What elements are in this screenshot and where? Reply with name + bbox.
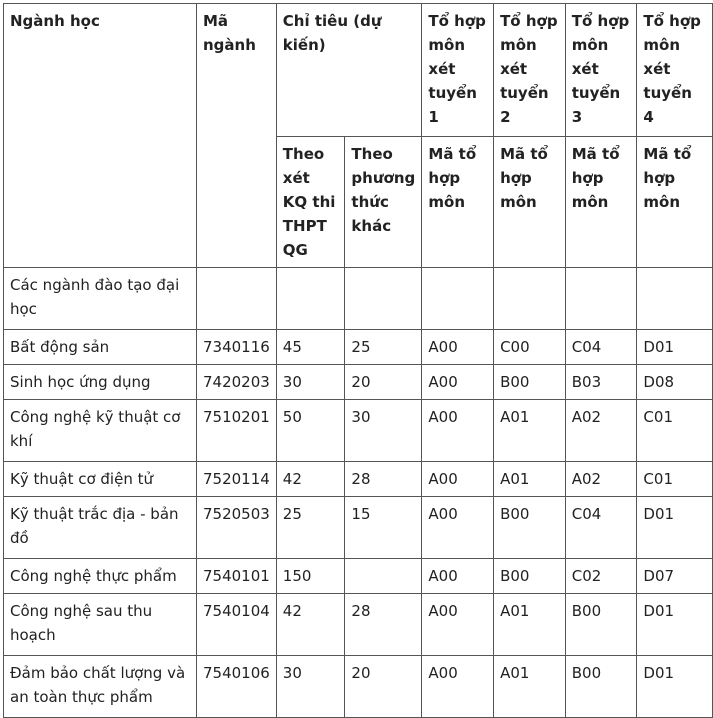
table-row (4, 656, 713, 718)
cell-t1: A00 (422, 400, 494, 462)
table-row (4, 330, 713, 365)
cell-ma: 7540104 (196, 594, 276, 656)
cell-nganh: Công nghệ sau thu hoạch (4, 594, 197, 656)
header-ma-to-hop-3: Mã tổ hợp môn (565, 137, 637, 268)
cell-t3: B00 (565, 594, 637, 656)
cell-t3: B00 (565, 656, 637, 718)
cell-khac: 20 (345, 656, 422, 718)
cell-t2: B00 (494, 497, 566, 559)
cell-khac (345, 559, 422, 594)
cell-t4: C01 (637, 400, 713, 462)
table-row (4, 400, 713, 462)
cell-t1: A00 (422, 462, 494, 497)
cell-kq: 42 (276, 594, 345, 656)
cell-t4: D08 (637, 365, 713, 400)
cell-kq: 50 (276, 400, 345, 462)
cell-kq: 150 (276, 559, 345, 594)
section-row (4, 268, 713, 330)
header-chi-tieu: Chỉ tiêu (dự kiến) (276, 4, 422, 137)
cell-t2: A01 (494, 594, 566, 656)
cell-ma: 7520503 (196, 497, 276, 559)
cell-t3: C04 (565, 330, 637, 365)
section-label: Các ngành đào tạo đại học (4, 268, 197, 330)
cell-ma: 7510201 (196, 400, 276, 462)
header-ma-nganh: Mã ngành (196, 4, 276, 268)
header-theo-kq: Theo xét KQ thi THPT QG (276, 137, 345, 268)
cell-ma: 7520114 (196, 462, 276, 497)
cell-khac: 15 (345, 497, 422, 559)
cell-ma: 7540106 (196, 656, 276, 718)
cell-kq: 45 (276, 330, 345, 365)
cell-khac: 20 (345, 365, 422, 400)
table-row (4, 462, 713, 497)
cell-t1: A00 (422, 365, 494, 400)
cell-t4: D01 (637, 330, 713, 365)
header-theo-pt: Theo phương thức khác (345, 137, 422, 268)
cell-t1: A00 (422, 594, 494, 656)
cell-t2: A01 (494, 656, 566, 718)
cell-t3: A02 (565, 462, 637, 497)
cell-t2: C00 (494, 330, 566, 365)
cell-khac: 28 (345, 594, 422, 656)
header-to-hop-3: Tổ hợp môn xét tuyển 3 (565, 4, 637, 137)
cell-t4: D01 (637, 594, 713, 656)
cell-khac: 25 (345, 330, 422, 365)
table-row (4, 365, 713, 400)
cell-ma: 7340116 (196, 330, 276, 365)
header-row-1 (4, 4, 713, 137)
cell-t2: B00 (494, 365, 566, 400)
cell-t1: A00 (422, 656, 494, 718)
table-row (4, 559, 713, 594)
cell-khac: 30 (345, 400, 422, 462)
header-to-hop-4: Tổ hợp môn xét tuyển 4 (637, 4, 713, 137)
cell-khac: 28 (345, 462, 422, 497)
cell-nganh: Kỹ thuật cơ điện tử (4, 462, 197, 497)
cell-t3: C02 (565, 559, 637, 594)
cell-t3: A02 (565, 400, 637, 462)
cell-t1: A00 (422, 559, 494, 594)
cell-nganh: Bất động sản (4, 330, 197, 365)
cell-t4: C01 (637, 462, 713, 497)
cell-t2: A01 (494, 400, 566, 462)
admissions-table (3, 3, 713, 718)
header-nganh-hoc: Ngành học (4, 4, 197, 268)
header-to-hop-2: Tổ hợp môn xét tuyển 2 (494, 4, 566, 137)
cell-t4: D07 (637, 559, 713, 594)
cell-t2: A01 (494, 462, 566, 497)
cell-ma: 7420203 (196, 365, 276, 400)
table-row (4, 594, 713, 656)
cell-nganh: Kỹ thuật trắc địa - bản đồ (4, 497, 197, 559)
header-ma-to-hop-2: Mã tổ hợp môn (494, 137, 566, 268)
header-ma-to-hop-4: Mã tổ hợp môn (637, 137, 713, 268)
cell-t2: B00 (494, 559, 566, 594)
cell-nganh: Công nghệ kỹ thuật cơ khí (4, 400, 197, 462)
table-row (4, 497, 713, 559)
cell-nganh: Đảm bảo chất lượng và an toàn thực phẩm (4, 656, 197, 718)
cell-t3: B03 (565, 365, 637, 400)
cell-kq: 30 (276, 365, 345, 400)
header-to-hop-1: Tổ hợp môn xét tuyển 1 (422, 4, 494, 137)
cell-t4: D01 (637, 497, 713, 559)
cell-t1: A00 (422, 330, 494, 365)
cell-t4: D01 (637, 656, 713, 718)
cell-t1: A00 (422, 497, 494, 559)
cell-nganh: Công nghệ thực phẩm (4, 559, 197, 594)
header-ma-to-hop-1: Mã tổ hợp môn (422, 137, 494, 268)
cell-kq: 25 (276, 497, 345, 559)
cell-kq: 30 (276, 656, 345, 718)
cell-t3: C04 (565, 497, 637, 559)
cell-ma: 7540101 (196, 559, 276, 594)
cell-kq: 42 (276, 462, 345, 497)
cell-nganh: Sinh học ứng dụng (4, 365, 197, 400)
